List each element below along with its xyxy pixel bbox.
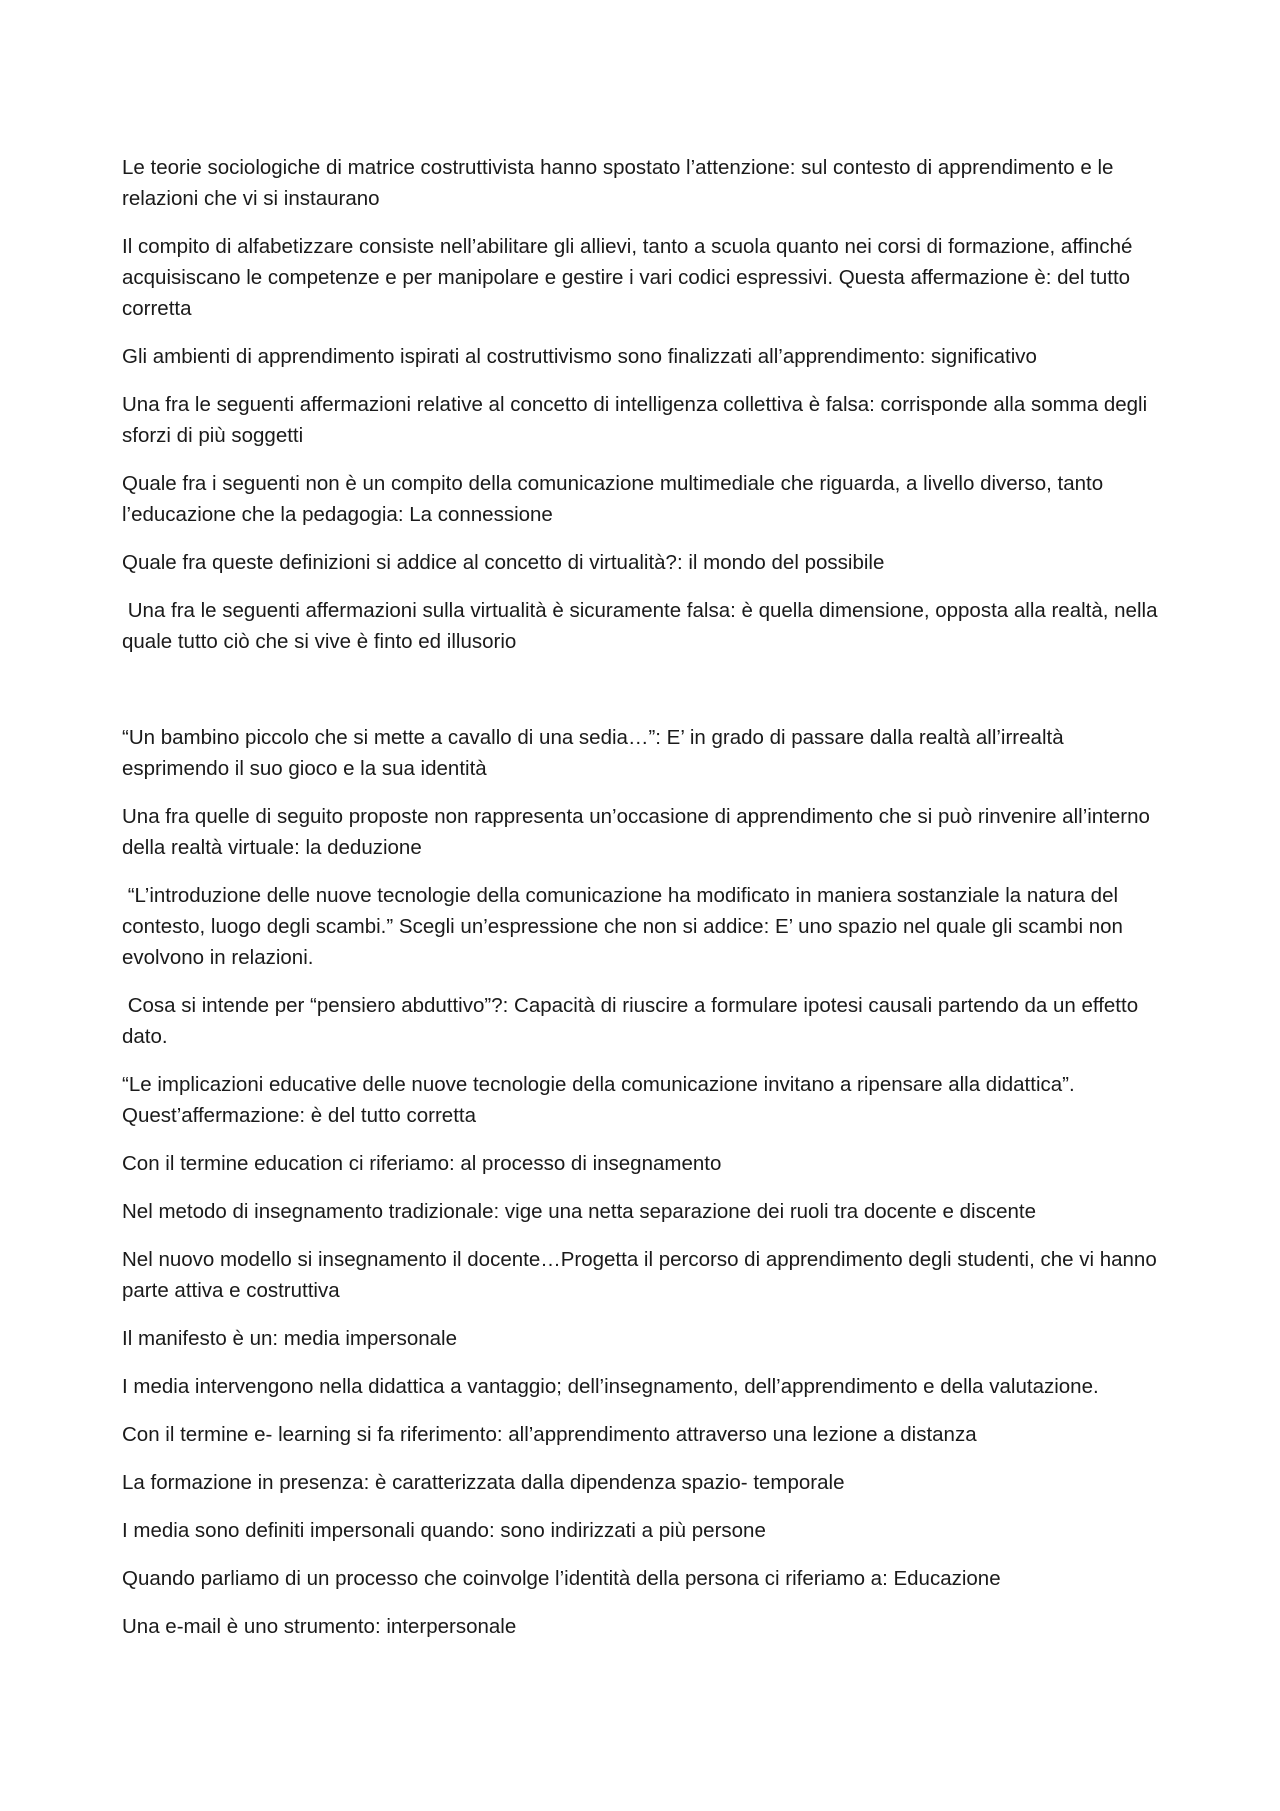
- paragraph: Cosa si intende per “pensiero abduttivo”?: Capacità di riuscire a formulare ipotesi causali partendo da un effetto dato.: [122, 994, 1144, 1048]
- paragraph: Nel metodo di insegnamento tradizionale: vige una netta separazione dei ruoli tra docente e discente: [122, 1200, 1036, 1223]
- blank-line: [122, 674, 1167, 722]
- paragraph: Il manifesto è un: media impersonale: [122, 1327, 458, 1350]
- paragraph: Quale fra queste definizioni si addice al concetto di virtualità?: il mondo del possibile: [122, 551, 885, 574]
- paragraph: Le teorie sociologiche di matrice costruttivista hanno spostato l’attenzione: sul contesto di apprendimento e le relazioni che vi si instaurano: [122, 156, 1120, 210]
- paragraph: Quando parliamo di un processo che coinvolge l’identità della persona ci riferiamo a: Educazione: [122, 1567, 1001, 1590]
- paragraph: Il compito di alfabetizzare consiste nell’abilitare gli allievi, tanto a scuola quanto nei corsi di formazione, affinché acquisiscano le competenze e per manipolare e gestire i vari codici espressivi. Questa affermazione è: del tutto corretta: [122, 235, 1139, 320]
- paragraph: I media intervengono nella didattica a vantaggio; dell’insegnamento, dell’apprendimento e della valutazione.: [122, 1375, 1099, 1398]
- paragraph: I media sono definiti impersonali quando: sono indirizzati a più persone: [122, 1519, 766, 1542]
- paragraph: Una fra le seguenti affermazioni relative al concetto di intelligenza collettiva è falsa: corrisponde alla somma degli sforzi di più soggetti: [122, 393, 1153, 447]
- paragraph: La formazione in presenza: è caratterizzata dalla dipendenza spazio- temporale: [122, 1471, 845, 1494]
- paragraph: Quale fra i seguenti non è un compito della comunicazione multimediale che riguarda, a livello diverso, tanto l’educazione che la pedagogia: La connessione: [122, 472, 1109, 526]
- paragraph: Con il termine e- learning si fa riferimento: all’apprendimento attraverso una lezione a distanza: [122, 1423, 977, 1446]
- paragraph: Con il termine education ci riferiamo: al processo di insegnamento: [122, 1152, 722, 1175]
- paragraph: Una fra quelle di seguito proposte non rappresenta un’occasione di apprendimento che si può rinvenire all’interno della realtà virtuale: la deduzione: [122, 805, 1156, 859]
- paragraph: “Le implicazioni educative delle nuove tecnologie della comunicazione invitano a ripensare alla didattica”. Quest’affermazione: è del tutto corretta: [122, 1073, 1081, 1127]
- paragraph: Gli ambienti di apprendimento ispirati al costruttivismo sono finalizzati all’apprendimento: significativo: [122, 345, 1037, 368]
- document-body: [122, 152, 1167, 1659]
- paragraph: “Un bambino piccolo che si mette a cavallo di una sedia…”: E’ in grado di passare dalla realtà all’irrealtà esprimendo il suo gioco e la sua identità: [122, 726, 1070, 780]
- paragraph: Nel nuovo modello si insegnamento il docente…Progetta il percorso di apprendimento degli studenti, che vi hanno parte attiva e costruttiva: [122, 1248, 1163, 1302]
- paragraph: “L’introduzione delle nuove tecnologie della comunicazione ha modificato in maniera sostanziale la natura del contesto, luogo degli scambi.” Scegli un’espressione che non si addice: E’ uno spazio nel quale gli scambi non evolvono in relazioni.: [122, 884, 1129, 969]
- paragraph: Una e-mail è uno strumento: interpersonale: [122, 1615, 517, 1638]
- paragraph: Una fra le seguenti affermazioni sulla virtualità è sicuramente falsa: è quella dimensione, opposta alla realtà, nella quale tutto ciò che si vive è finto ed illusorio: [122, 599, 1164, 653]
